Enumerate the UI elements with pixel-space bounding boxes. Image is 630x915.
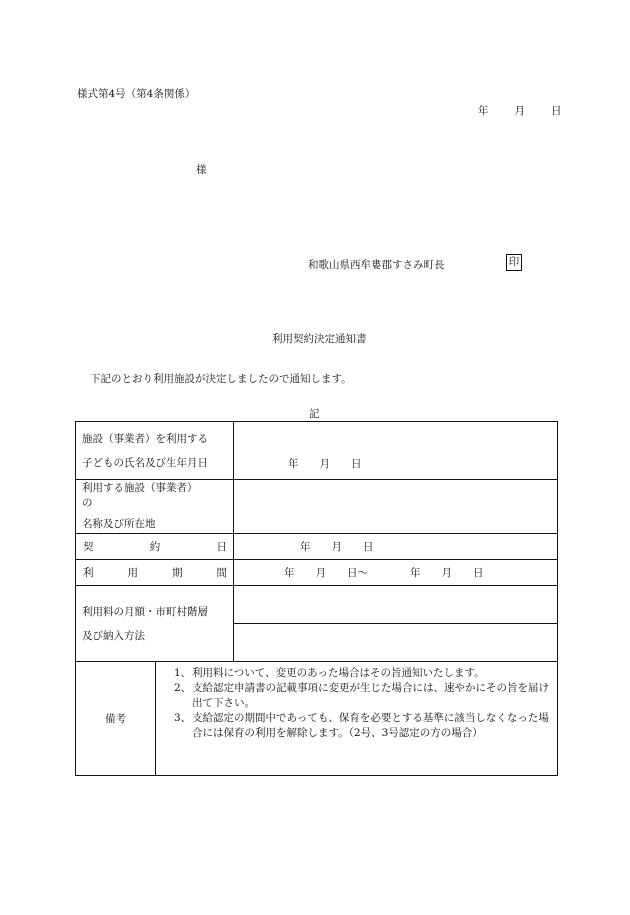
period-value [234, 560, 558, 586]
contract-date: 年 月 日 [300, 541, 374, 553]
facility-label [76, 480, 234, 534]
remark-item [174, 666, 551, 681]
date-month: 月 [514, 105, 525, 117]
contract-row [76, 534, 558, 560]
remark-item [174, 681, 551, 711]
remark-text: 支給認定の期間中であっても、保育を必要とする基準に該当しなくなった場合には保育の利用を解除します。（2号、3号認定の方の場合） [192, 712, 549, 739]
issuer-name: 和歌山県西牟婁郡すさみ町長 [308, 259, 445, 271]
contract-label [76, 534, 234, 560]
notice-table [75, 421, 558, 776]
facility-row [76, 480, 558, 534]
period-char-2: 用 [127, 567, 138, 579]
period-char-1: 利 [83, 567, 94, 579]
period-row [76, 560, 558, 586]
period-char-4: 間 [216, 567, 227, 579]
remark-item [174, 711, 551, 741]
fee-label-line1: 利用料の月額・市町村階層 [82, 605, 208, 618]
facility-value [234, 480, 558, 534]
remarks-content [156, 662, 558, 776]
remark-number: 3、 [174, 712, 192, 724]
remark-text: 支給認定申請書の記載事項に変更が生じた場合には、速やかにその旨を届け出て下さい。 [192, 682, 549, 709]
contract-char-2: 約 [149, 541, 161, 553]
remark-number: 2、 [174, 682, 192, 694]
child-row [76, 422, 558, 480]
addressee-honorific: 様 [196, 164, 207, 176]
child-date: 年 月 日 [288, 458, 362, 470]
contract-char-1: 契 [83, 541, 94, 553]
remark-number: 1、 [174, 667, 192, 679]
seal-mark: 印 [506, 254, 522, 271]
facility-label-line2: の [82, 497, 93, 509]
remarks-label: 備考 [76, 662, 156, 776]
fee-value-1 [234, 586, 558, 624]
intro-text: 下記のとおり利用施設が決定しましたので通知します。 [90, 373, 352, 385]
child-label-line1: 施設（事業者）を利用する [82, 432, 208, 445]
child-label-line2: 子どもの氏名及び生年月日 [82, 456, 208, 469]
facility-label-line3: 名称及び所在地 [82, 518, 156, 530]
contract-char-3: 日 [216, 541, 227, 553]
fee-label [76, 586, 234, 662]
ki-mark: 記 [309, 408, 320, 420]
fee-label-line2: 及び納入方法 [82, 629, 145, 642]
fee-row-1 [76, 586, 558, 624]
issue-date [478, 103, 562, 118]
period-label [76, 560, 234, 586]
period-text: 年 月 日〜 年 月 日 [284, 567, 484, 579]
facility-label-line1: 利用する施設（事業者） [82, 482, 198, 494]
contract-value [234, 534, 558, 560]
date-year: 年 [478, 105, 489, 117]
period-char-3: 期 [172, 567, 183, 579]
child-label [76, 422, 234, 480]
form-number: 様式第4号（第4条関係） [77, 88, 196, 100]
remarks-row [76, 662, 558, 776]
child-value [234, 422, 558, 480]
date-day: 日 [551, 105, 562, 117]
remark-text: 利用料について、変更のあった場合はその旨通知いたします。 [192, 667, 485, 679]
fee-value-2 [234, 624, 558, 662]
document-title: 利用契約決定通知書 [272, 333, 367, 345]
